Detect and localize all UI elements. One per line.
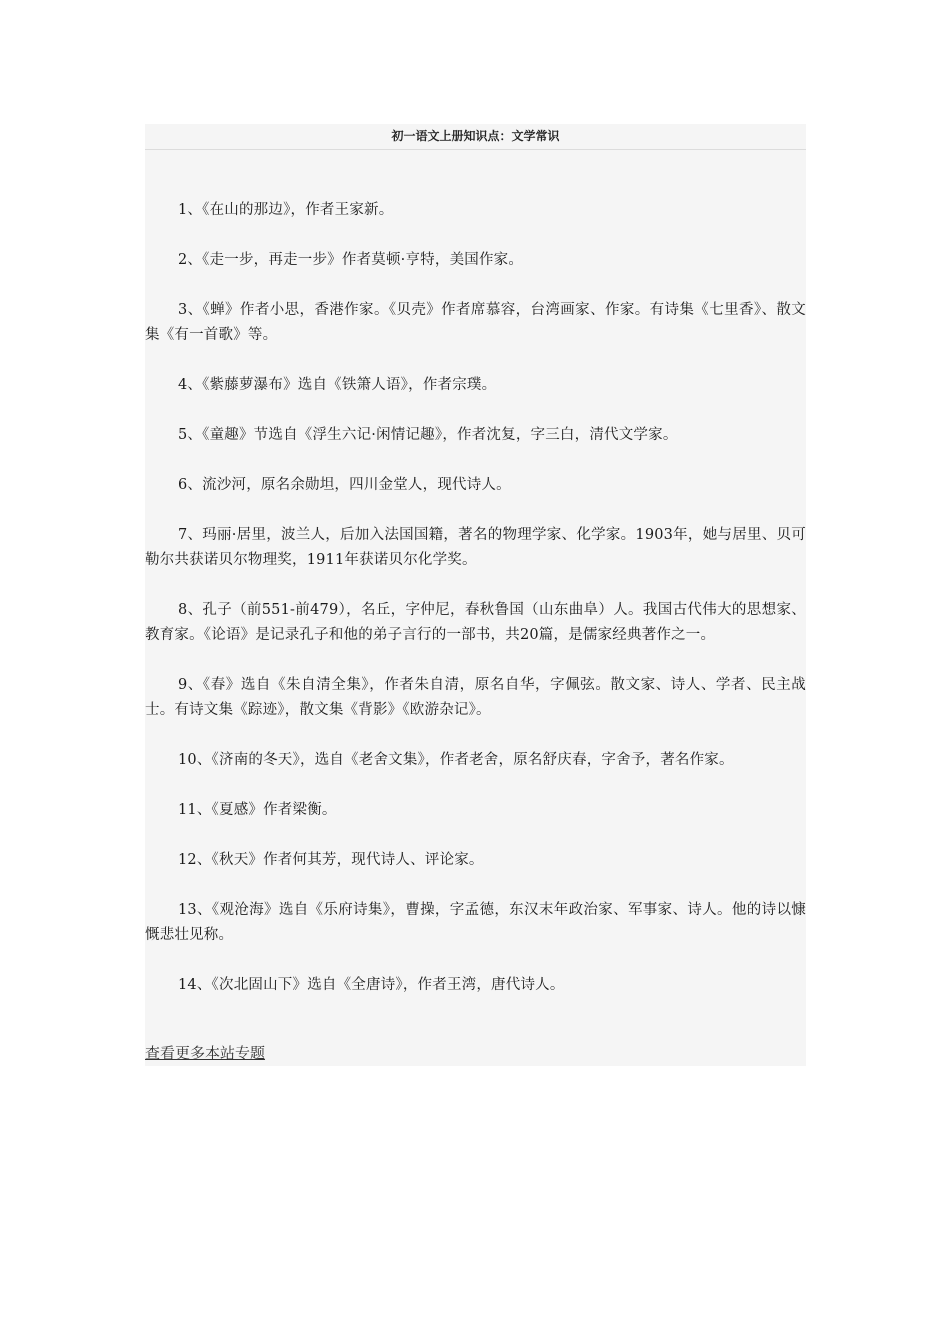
list-item: 9、《春》选自《朱自清全集》，作者朱自清，原名自华，字佩弦。散文家、诗人、学者、民主战士。有诗文集《踪迹》，散文集《背影》《欧游杂记》。 bbox=[145, 677, 806, 718]
list-item: 2、《走一步，再走一步》作者莫顿·亨特，美国作家。 bbox=[178, 252, 524, 268]
list-item: 6、流沙河，原名余勋坦，四川金堂人，现代诗人。 bbox=[178, 477, 511, 493]
list-item: 14、《次北固山下》选自《全唐诗》，作者王湾，唐代诗人。 bbox=[178, 977, 565, 993]
list-item: 1、《在山的那边》，作者王家新。 bbox=[178, 202, 394, 218]
document-panel bbox=[145, 124, 806, 1066]
list-item: 3、《蝉》作者小思，香港作家。《贝壳》作者席慕容，台湾画家、作家。有诗集《七里香》、散文集《有一首歌》等。 bbox=[145, 302, 806, 343]
list-item: 11、《夏感》作者梁衡。 bbox=[178, 802, 337, 818]
list-item: 5、《童趣》节选自《浮生六记·闲情记趣》，作者沈复，字三白，清代文学家。 bbox=[178, 427, 678, 443]
list-item: 4、《紫藤萝瀑布》选自《铁箫人语》，作者宗璞。 bbox=[178, 377, 497, 393]
list-item: 12、《秋天》作者何其芳，现代诗人、评论家。 bbox=[178, 852, 484, 868]
list-item: 7、玛丽·居里，波兰人，后加入法国国籍，著名的物理学家、化学家。1903年，她与居里、贝可勒尔共获诺贝尔物理奖，1911年获诺贝尔化学奖。 bbox=[145, 527, 806, 568]
more-topics-link[interactable]: 查看更多本站专题 bbox=[145, 1044, 266, 1062]
page-title: 初一语文上册知识点：文学常识 bbox=[145, 124, 806, 150]
list-item: 10、《济南的冬天》，选自《老舍文集》，作者老舍，原名舒庆春，字舍予，著名作家。 bbox=[178, 752, 734, 768]
list-item: 13、《观沧海》选自《乐府诗集》，曹操，字孟德，东汉末年政治家、军事家、诗人。他的诗以慷慨悲壮见称。 bbox=[145, 902, 806, 943]
list-item: 8、孔子（前551-前479），名丘，字仲尼，春秋鲁国（山东曲阜）人。我国古代伟大的思想家、教育家。《论语》是记录孔子和他的弟子言行的一部书，共20篇，是儒家经典著作之一。 bbox=[145, 602, 806, 643]
knowledge-list bbox=[145, 198, 806, 1023]
